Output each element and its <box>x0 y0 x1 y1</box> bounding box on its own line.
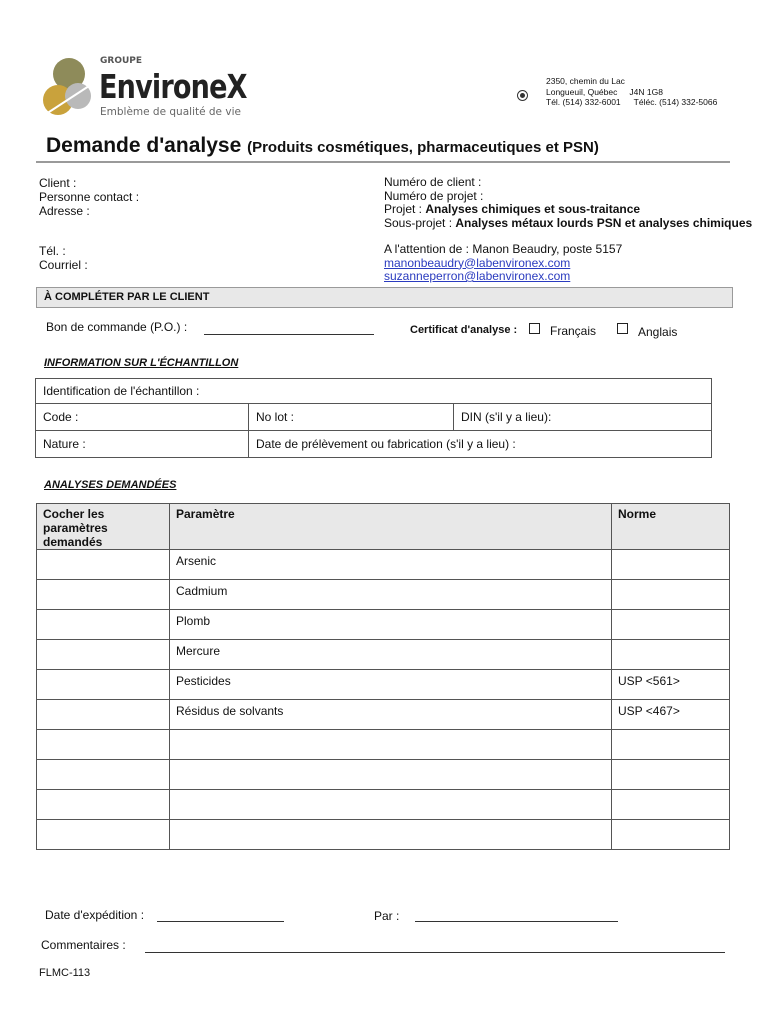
parameter-cell: Pesticides <box>170 670 612 700</box>
table-row <box>37 610 730 640</box>
sampling-date-cell[interactable]: Date de prélèvement ou fabrication (s'il y a lieu) : <box>249 431 712 458</box>
code-cell[interactable]: Code : <box>36 404 249 431</box>
parameter-cell: Résidus de solvants <box>170 700 612 730</box>
shipped-by-label: Par : <box>374 909 400 923</box>
comments-label: Commentaires : <box>41 938 126 952</box>
page-title <box>46 134 599 158</box>
norm-cell[interactable] <box>612 790 730 820</box>
address-postal: J4N 1G8 <box>629 86 663 97</box>
norm-cell <box>612 580 730 610</box>
checkbox-french[interactable] <box>529 323 540 334</box>
row-check-cell[interactable] <box>37 700 170 730</box>
company-address <box>546 76 746 108</box>
comments-input-line[interactable] <box>145 952 725 953</box>
table-row <box>37 790 730 820</box>
subproject-value: Analyses métaux lourds PSN et analyses chimiques <box>455 215 753 230</box>
analyses-section-title: ANALYSES DEMANDÉES <box>44 479 177 491</box>
row-check-cell[interactable] <box>37 550 170 580</box>
table-row <box>37 760 730 790</box>
address-line1: 2350, chemin du Lac <box>546 76 625 86</box>
address-fax: Téléc. (514) 332-5066 <box>633 97 718 107</box>
attention-line: A l'attention de : Manon Beaudry, poste 5157 <box>384 242 623 256</box>
parameter-cell: Plomb <box>170 610 612 640</box>
norm-cell[interactable] <box>612 760 730 790</box>
norm-cell: USP <561> <box>612 670 730 700</box>
table-row <box>37 700 730 730</box>
sample-table <box>35 378 712 458</box>
french-label: Français <box>550 324 597 338</box>
table-row <box>37 580 730 610</box>
email-link-manon[interactable]: manonbeaudry@labenvironex.com <box>384 255 571 270</box>
row-check-cell[interactable] <box>37 730 170 760</box>
project-value: Analyses chimiques et sous-traitance <box>425 202 641 216</box>
subproject-label: Sous-projet : <box>384 215 456 230</box>
parameter-cell: Cadmium <box>170 580 612 610</box>
table-row <box>37 730 730 760</box>
po-input-line[interactable] <box>204 334 374 335</box>
row-check-cell[interactable] <box>37 640 170 670</box>
checkbox-english[interactable] <box>617 323 628 334</box>
table-row <box>37 550 730 580</box>
analyses-table <box>36 503 730 850</box>
client-number-label: Numéro de client : <box>384 175 482 189</box>
client-label: Client : <box>39 176 77 190</box>
header-check: Cocher les paramètres demandés <box>37 504 170 550</box>
row-check-cell[interactable] <box>37 670 170 700</box>
nature-cell[interactable]: Nature : <box>36 431 249 458</box>
parameter-cell[interactable] <box>170 760 612 790</box>
norm-cell <box>612 610 730 640</box>
norm-cell <box>612 550 730 580</box>
header-parameter: Paramètre <box>170 504 612 550</box>
ship-date-input-line[interactable] <box>157 921 284 922</box>
title-subtitle: (Produits cosmétiques, pharmaceutiques et PSN) <box>247 139 599 156</box>
din-cell[interactable]: DIN (s'il y a lieu): <box>454 404 712 431</box>
table-row <box>37 640 730 670</box>
client-section-header: À COMPLÉTER PAR LE CLIENT <box>36 287 733 308</box>
row-check-cell[interactable] <box>37 610 170 640</box>
project-label: Projet : <box>384 202 426 216</box>
shipped-by-input-line[interactable] <box>415 921 618 922</box>
english-label: Anglais <box>638 325 678 339</box>
certificate-label: Certificat d'analyse : <box>410 324 518 336</box>
norm-cell[interactable] <box>612 730 730 760</box>
parameter-cell: Mercure <box>170 640 612 670</box>
sample-section-title: INFORMATION SUR L'ÉCHANTILLON <box>44 357 239 369</box>
form-code: FLMC-113 <box>39 967 91 979</box>
logo-group-text: GROUPE <box>100 56 143 66</box>
project-number-label: Numéro de projet : <box>384 188 484 203</box>
norm-cell: USP <467> <box>612 700 730 730</box>
radio-bullet-icon <box>517 90 528 101</box>
parameter-cell[interactable] <box>170 820 612 850</box>
address-label: Adresse : <box>39 204 90 218</box>
norm-cell <box>612 640 730 670</box>
logo-circles-icon <box>40 54 98 124</box>
address-tel: Tél. (514) 332-6001 <box>546 97 621 107</box>
logo-tagline: Emblème de qualité de vie <box>100 106 241 118</box>
parameter-cell: Arsenic <box>170 550 612 580</box>
address-city: Longueuil, Québec <box>546 86 618 97</box>
tel-label: Tél. : <box>39 244 66 258</box>
client-info <box>39 176 139 272</box>
table-row <box>37 670 730 700</box>
parameter-cell[interactable] <box>170 790 612 820</box>
parameter-cell[interactable] <box>170 730 612 760</box>
contact-label: Personne contact : <box>39 190 140 204</box>
header-norm: Norme <box>612 504 730 550</box>
email-label: Courriel : <box>39 258 88 272</box>
lot-cell[interactable]: No lot : <box>249 404 454 431</box>
table-row <box>37 820 730 850</box>
company-logo <box>40 54 245 124</box>
norm-cell[interactable] <box>612 820 730 850</box>
row-check-cell[interactable] <box>37 820 170 850</box>
logo-name: EnvironeX <box>99 67 247 106</box>
row-check-cell[interactable] <box>37 760 170 790</box>
email-link-suzanne[interactable]: suzanneperron@labenvironex.com <box>384 269 571 283</box>
title-main: Demande d'analyse <box>46 134 242 157</box>
ship-date-label: Date d'expédition : <box>45 908 145 922</box>
row-check-cell[interactable] <box>37 790 170 820</box>
po-label: Bon de commande (P.O.) : <box>46 320 188 334</box>
row-check-cell[interactable] <box>37 580 170 610</box>
title-rule <box>36 161 730 163</box>
project-info <box>384 176 752 284</box>
identification-cell[interactable]: Identification de l'échantillon : <box>36 379 712 404</box>
